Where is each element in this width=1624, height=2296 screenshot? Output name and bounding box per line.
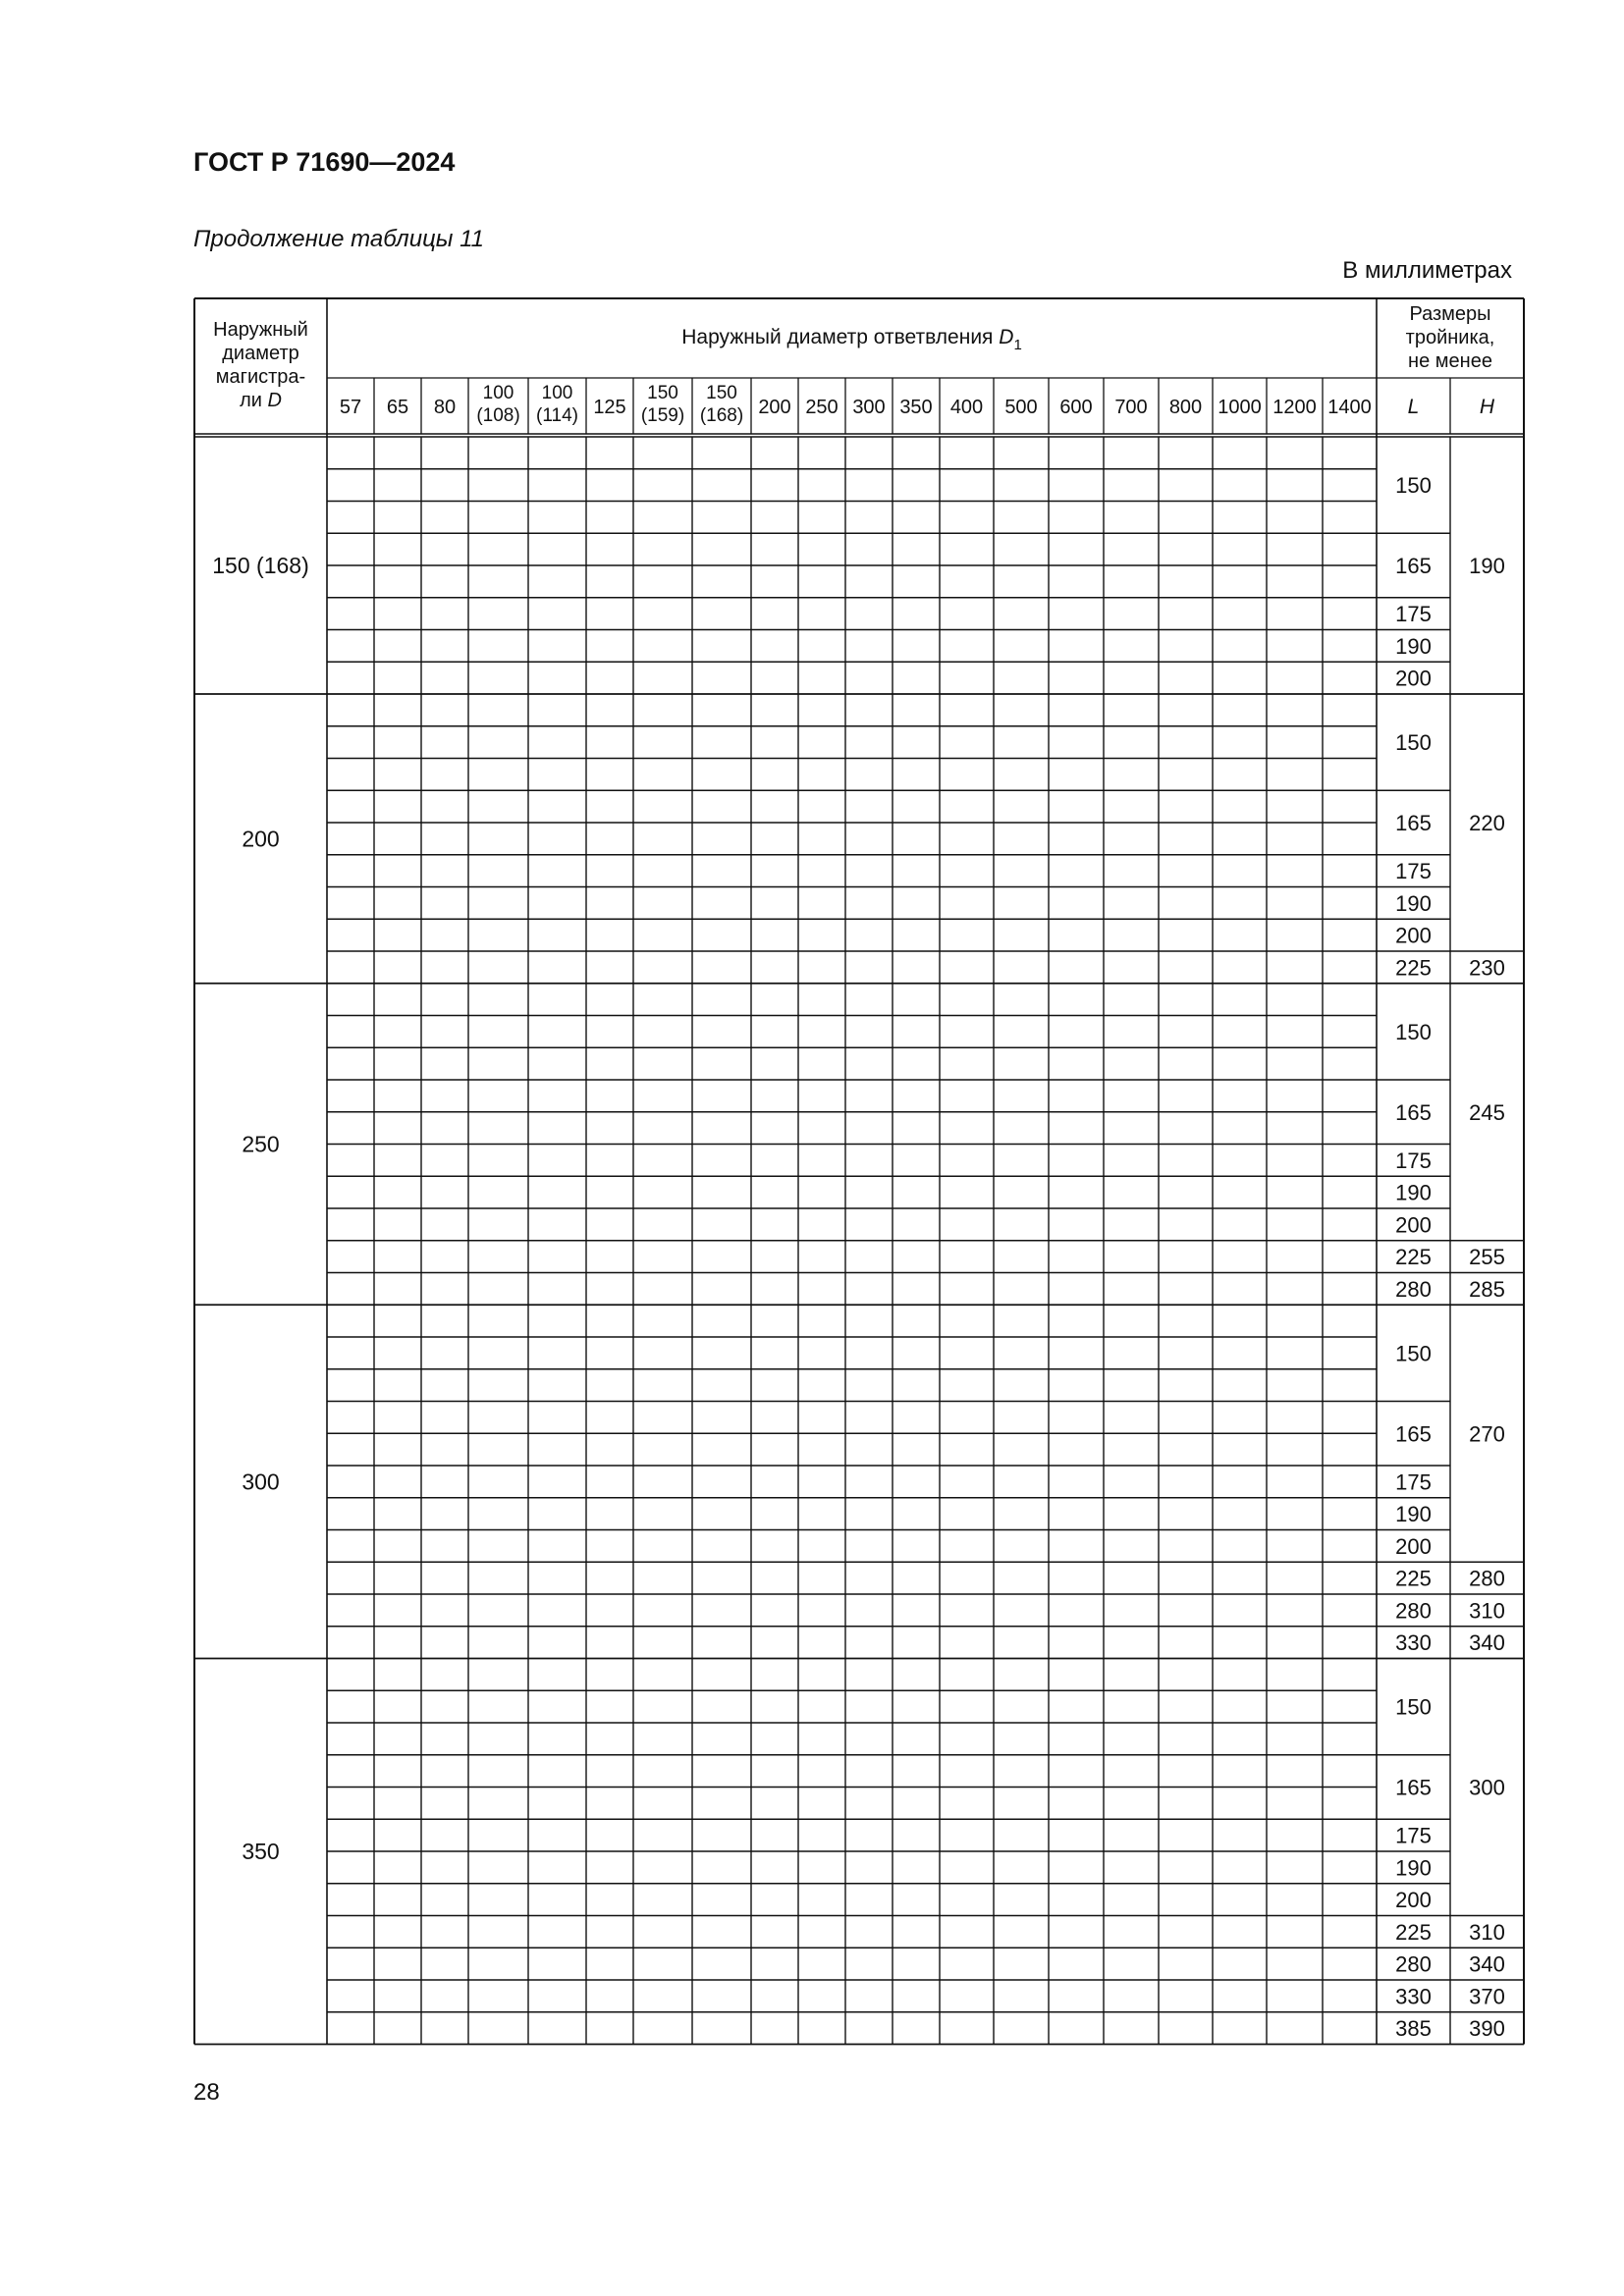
header-H: H: [1479, 396, 1495, 418]
header-branch-column: 100: [482, 383, 514, 403]
length-L-value: 150: [1395, 730, 1432, 756]
header-branch-column: 57: [339, 397, 362, 418]
length-L-value: 200: [1395, 666, 1432, 691]
header-branch-column: (114): [536, 405, 578, 426]
length-L-value: 175: [1395, 859, 1432, 884]
height-H-value: 220: [1469, 811, 1505, 835]
length-L-value: 225: [1395, 1919, 1432, 1945]
header-main-diameter: магистра-: [215, 366, 306, 388]
length-L-value: 225: [1395, 1245, 1432, 1270]
header-branch-column: 65: [386, 397, 409, 418]
header-main-diameter: диаметр: [222, 343, 299, 364]
header-main-diameter: ли D: [240, 390, 282, 411]
document-title: ГОСТ Р 71690—2024: [193, 147, 456, 177]
main-diameter-value: 200: [242, 826, 280, 852]
height-H-value: 270: [1469, 1421, 1505, 1447]
length-L-value: 165: [1395, 1099, 1432, 1125]
header-branch-column: 300: [852, 397, 886, 418]
header-main-diameter: Наружный: [213, 319, 308, 341]
main-diameter-value: 150 (168): [212, 553, 309, 578]
height-H-value: 310: [1469, 1598, 1505, 1624]
length-L-value: 175: [1395, 1823, 1432, 1848]
length-L-value: 165: [1395, 1775, 1432, 1800]
header-branch-column: (108): [476, 405, 520, 426]
height-H-value: 370: [1469, 1984, 1505, 2009]
length-L-value: 225: [1395, 955, 1432, 981]
length-L-value: 200: [1395, 1888, 1432, 1913]
header-branch-column: 250: [805, 397, 839, 418]
page-number: 28: [193, 2079, 220, 2106]
table-caption: Продолжение таблицы 11: [193, 226, 485, 252]
header-branch-diameter: Наружный диаметр ответвления $D_1$: [681, 326, 1022, 353]
main-diameter-value: 350: [242, 1839, 280, 1864]
header-branch-column: 700: [1114, 397, 1148, 418]
length-L-value: 200: [1395, 923, 1432, 948]
header-tee-size: тройника,: [1405, 327, 1495, 348]
length-L-value: 330: [1395, 1984, 1432, 2009]
length-L-value: 150: [1395, 473, 1432, 499]
header-L: L: [1407, 396, 1420, 418]
length-L-value: 280: [1395, 1276, 1432, 1302]
header-tee-size: Размеры: [1409, 303, 1491, 325]
header-branch-column: (159): [640, 405, 685, 426]
header-branch-column: 1200: [1272, 397, 1317, 418]
height-H-value: 190: [1469, 554, 1505, 578]
header-branch-column: 1000: [1218, 397, 1262, 418]
height-H-value: 245: [1469, 1099, 1505, 1125]
height-H-value: 230: [1469, 955, 1505, 981]
height-H-value: 340: [1469, 1630, 1505, 1656]
length-L-value: 175: [1395, 602, 1432, 627]
height-H-value: 300: [1469, 1775, 1505, 1800]
length-L-value: 200: [1395, 1533, 1432, 1559]
header-branch-column: 80: [433, 397, 457, 418]
length-L-value: 330: [1395, 1630, 1432, 1656]
height-H-value: 390: [1469, 2016, 1505, 2042]
length-L-value: 280: [1395, 1598, 1432, 1624]
length-L-value: 200: [1395, 1212, 1432, 1238]
header-branch-column: 500: [1004, 397, 1038, 418]
header-branch-column: (168): [699, 405, 744, 426]
length-L-value: 165: [1395, 811, 1432, 835]
header-branch-column: 600: [1059, 397, 1093, 418]
length-L-value: 175: [1395, 1469, 1432, 1495]
height-H-value: 310: [1469, 1919, 1505, 1945]
main-diameter-value: 250: [242, 1131, 280, 1157]
header-tee-size: не менее: [1408, 350, 1492, 372]
length-L-value: 190: [1395, 890, 1432, 916]
length-L-value: 165: [1395, 554, 1432, 578]
header-branch-column: 150: [706, 383, 737, 403]
units-note: В миллиметрах: [1342, 257, 1512, 284]
header-branch-column: 400: [949, 397, 984, 418]
length-L-value: 165: [1395, 1421, 1432, 1447]
height-H-value: 255: [1469, 1245, 1505, 1270]
length-L-value: 280: [1395, 1951, 1432, 1977]
header-branch-column: 800: [1168, 397, 1203, 418]
height-H-value: 285: [1469, 1276, 1505, 1302]
length-L-value: 385: [1395, 2016, 1432, 2042]
length-L-value: 190: [1395, 633, 1432, 659]
length-L-value: 190: [1395, 1502, 1432, 1527]
header-branch-column: 1400: [1327, 397, 1372, 418]
length-L-value: 150: [1395, 1019, 1432, 1044]
header-branch-column: 200: [758, 397, 791, 418]
length-L-value: 150: [1395, 1694, 1432, 1720]
length-L-value: 190: [1395, 1180, 1432, 1205]
length-L-value: 190: [1395, 1855, 1432, 1881]
header-branch-column: 100: [541, 383, 573, 403]
height-H-value: 280: [1469, 1566, 1505, 1591]
height-H-value: 340: [1469, 1951, 1505, 1977]
header-branch-column: 150: [647, 383, 678, 403]
length-L-value: 175: [1395, 1148, 1432, 1173]
length-L-value: 225: [1395, 1566, 1432, 1591]
header-branch-column: 125: [593, 397, 626, 418]
main-diameter-value: 300: [242, 1468, 280, 1495]
length-L-value: 150: [1395, 1341, 1432, 1366]
header-branch-column: 350: [899, 397, 933, 418]
